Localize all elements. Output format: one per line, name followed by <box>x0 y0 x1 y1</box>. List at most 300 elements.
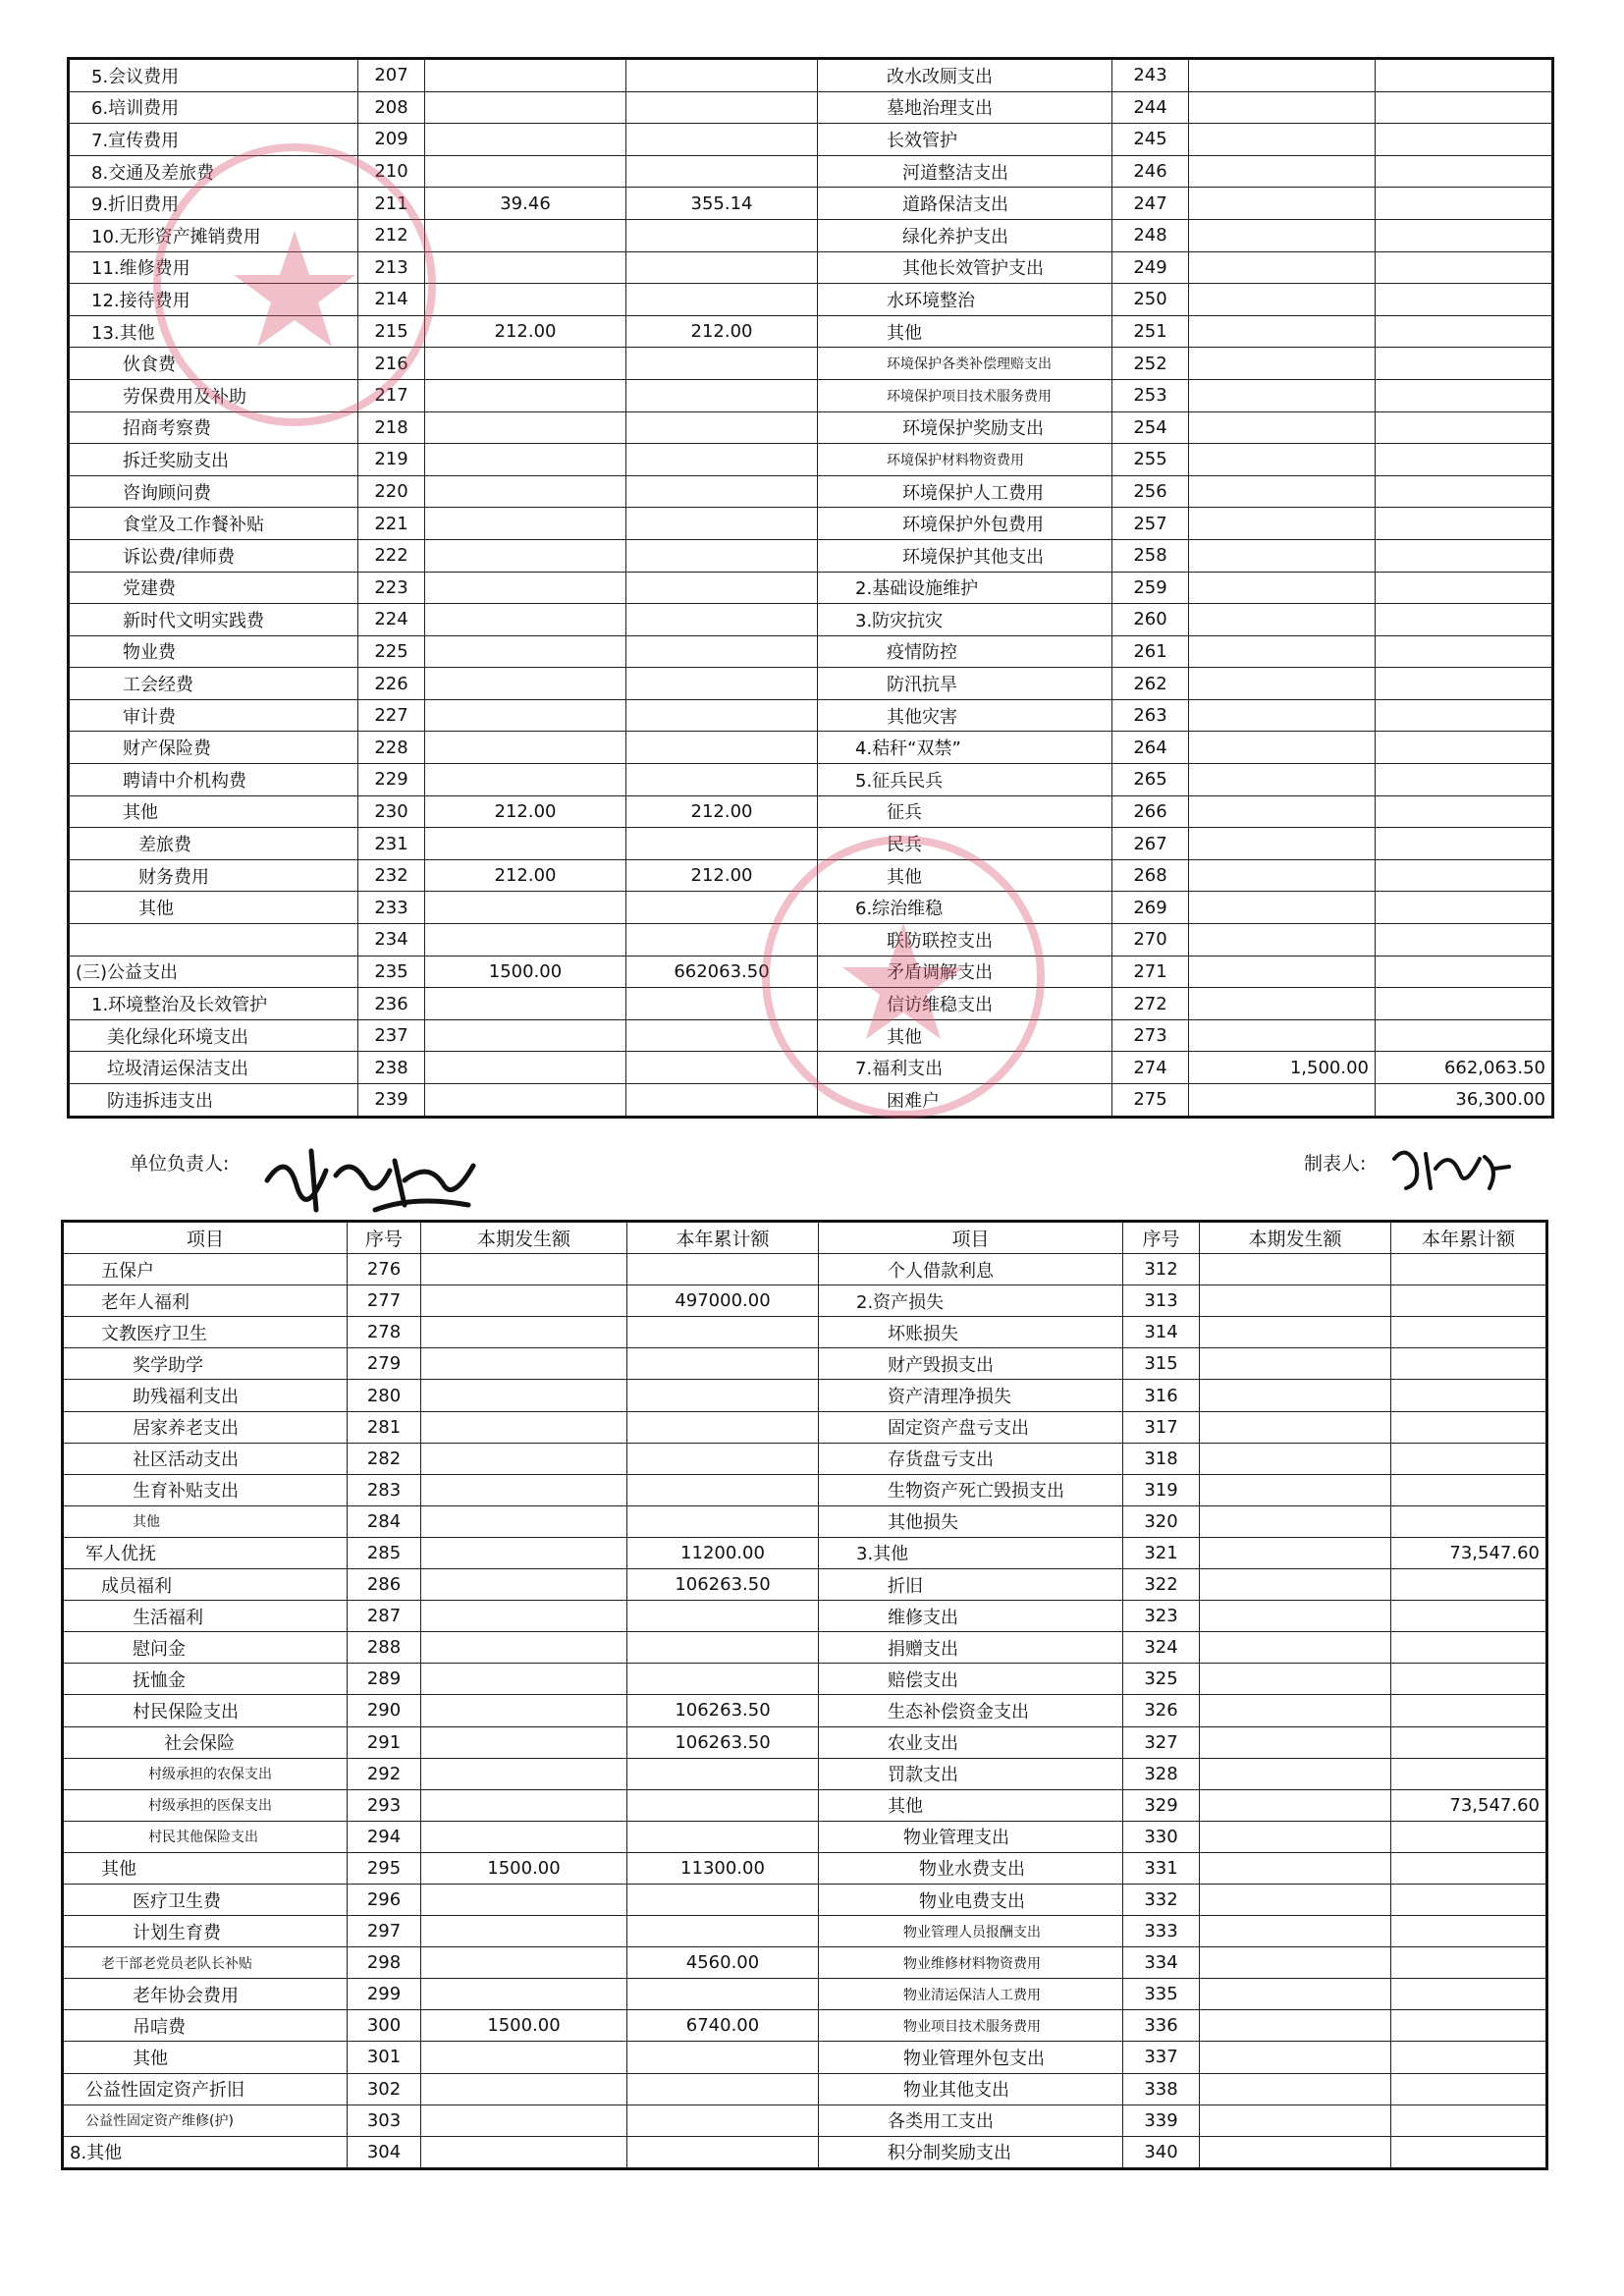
seq-cell: 275 <box>1112 1084 1189 1118</box>
seq-cell: 243 <box>1112 59 1189 92</box>
seq-cell: 324 <box>1123 1632 1200 1664</box>
seq-cell: 313 <box>1123 1285 1200 1317</box>
seq-cell: 287 <box>348 1601 421 1632</box>
item-cell: 物业管理外包支出 <box>819 2042 1123 2073</box>
item-cell: 聘请中介机构费 <box>69 764 358 796</box>
ytd-amount-cell <box>1391 1569 1547 1601</box>
header-seq: 序号 <box>1123 1222 1200 1254</box>
table-row <box>69 219 1553 251</box>
seq-cell: 244 <box>1112 91 1189 124</box>
current-amount-cell <box>1189 1019 1376 1052</box>
seq-cell: 237 <box>358 1019 425 1052</box>
ytd-amount-cell <box>1376 91 1553 124</box>
item-cell: 物业清运保洁人工费用 <box>819 1979 1123 2010</box>
seq-cell: 246 <box>1112 155 1189 188</box>
ytd-amount-cell: 11300.00 <box>627 1852 819 1884</box>
ytd-amount-cell <box>1391 1285 1547 1317</box>
current-amount-cell <box>425 444 626 476</box>
seq-cell: 253 <box>1112 379 1189 411</box>
current-amount-cell <box>1200 1569 1391 1601</box>
seq-cell: 274 <box>1112 1052 1189 1084</box>
table-row <box>63 1537 1547 1568</box>
current-amount-cell: 1500.00 <box>421 2010 627 2042</box>
item-cell: 食堂及工作餐补贴 <box>69 508 358 540</box>
current-amount-cell <box>425 732 626 764</box>
seq-cell: 289 <box>348 1664 421 1695</box>
current-amount-cell <box>1189 219 1376 251</box>
current-amount-cell <box>1189 508 1376 540</box>
item-cell: 其他灾害 <box>818 699 1112 732</box>
ytd-amount-cell <box>1376 1019 1553 1052</box>
ytd-amount-cell <box>626 124 818 156</box>
item-cell: 抚恤金 <box>63 1664 348 1695</box>
table-row <box>63 2136 1547 2168</box>
ytd-amount-cell <box>627 2042 819 2073</box>
table-row <box>63 2073 1547 2105</box>
ytd-amount-cell: 106263.50 <box>627 1726 819 1758</box>
item-cell: 其他 <box>69 795 358 828</box>
item-cell: 绿化养护支出 <box>818 219 1112 251</box>
current-amount-cell <box>1189 444 1376 476</box>
table-row <box>69 988 1553 1020</box>
current-amount-cell <box>425 572 626 604</box>
item-cell: 慰问金 <box>63 1632 348 1664</box>
ytd-amount-cell <box>627 1789 819 1821</box>
current-amount-cell <box>421 1695 627 1726</box>
seq-cell: 207 <box>358 59 425 92</box>
item-cell: 民兵 <box>818 828 1112 860</box>
item-cell: 社会保险 <box>63 1726 348 1758</box>
item-cell: 计划生育费 <box>63 1916 348 1947</box>
seq-cell: 213 <box>358 251 425 284</box>
item-cell: 联防联控支出 <box>818 924 1112 957</box>
seq-cell: 295 <box>348 1852 421 1884</box>
table-row <box>69 668 1553 700</box>
current-amount-cell <box>421 1443 627 1474</box>
seq-cell: 252 <box>1112 348 1189 380</box>
seq-cell: 278 <box>348 1317 421 1348</box>
current-amount-cell <box>1189 411 1376 444</box>
item-cell: 公益性固定资产折旧 <box>63 2073 348 2105</box>
ytd-amount-cell <box>1391 1443 1547 1474</box>
table-row <box>69 1019 1553 1052</box>
item-cell: 6.综治维稳 <box>818 892 1112 924</box>
ytd-amount-cell: 73,547.60 <box>1391 1537 1547 1568</box>
current-amount-cell <box>1200 1884 1391 1915</box>
table-row <box>63 2042 1547 2073</box>
ytd-amount-cell <box>1376 668 1553 700</box>
ytd-amount-cell <box>1391 1758 1547 1789</box>
item-cell: 存货盘亏支出 <box>819 1443 1123 1474</box>
item-cell: 生育补贴支出 <box>63 1474 348 1505</box>
current-amount-cell <box>1200 1821 1391 1852</box>
item-cell: 捐赠支出 <box>819 1632 1123 1664</box>
ytd-amount-cell <box>1376 124 1553 156</box>
seq-cell: 294 <box>348 1821 421 1852</box>
item-cell: 物业费 <box>69 635 358 668</box>
current-amount-cell <box>1189 539 1376 572</box>
current-amount-cell <box>1189 668 1376 700</box>
seq-cell: 210 <box>358 155 425 188</box>
table-row <box>69 124 1553 156</box>
ytd-amount-cell: 73,547.60 <box>1391 1789 1547 1821</box>
seq-cell: 254 <box>1112 411 1189 444</box>
current-amount-cell <box>1189 348 1376 380</box>
ytd-amount-cell: 212.00 <box>626 859 818 892</box>
ytd-amount-cell <box>627 1632 819 1664</box>
seq-cell: 228 <box>358 732 425 764</box>
item-cell: 生物资产死亡毁损支出 <box>819 1474 1123 1505</box>
current-amount-cell <box>1189 732 1376 764</box>
seq-cell: 302 <box>348 2073 421 2105</box>
current-amount-cell <box>1200 1317 1391 1348</box>
ytd-amount-cell <box>1376 956 1553 988</box>
current-amount-cell <box>1200 1537 1391 1568</box>
item-cell: 6.培训费用 <box>69 91 358 124</box>
current-amount-cell <box>1189 251 1376 284</box>
table-row <box>69 284 1553 316</box>
item-cell: 物业水费支出 <box>819 1852 1123 1884</box>
seq-cell: 282 <box>348 1443 421 1474</box>
item-cell: 环境保护各类补偿理赔支出 <box>818 348 1112 380</box>
item-cell: 其他 <box>818 1019 1112 1052</box>
item-cell: 村级承担的农保支出 <box>63 1758 348 1789</box>
item-cell <box>69 924 358 957</box>
seq-cell: 223 <box>358 572 425 604</box>
table-row <box>69 251 1553 284</box>
current-amount-cell <box>421 1947 627 1979</box>
ytd-amount-cell <box>1376 795 1553 828</box>
item-cell: 道路保洁支出 <box>818 188 1112 220</box>
ytd-amount-cell <box>1376 828 1553 860</box>
current-amount-cell <box>1189 859 1376 892</box>
ytd-amount-cell <box>1376 444 1553 476</box>
current-amount-cell <box>1189 699 1376 732</box>
current-amount-cell <box>1189 828 1376 860</box>
item-cell: 环境保护材料物资费用 <box>818 444 1112 476</box>
item-cell: 11.维修费用 <box>69 251 358 284</box>
item-cell: 水环境整治 <box>818 284 1112 316</box>
current-amount-cell <box>1200 2105 1391 2136</box>
seq-cell: 283 <box>348 1474 421 1505</box>
ytd-amount-cell <box>627 1821 819 1852</box>
expense-table-top <box>67 57 1554 1119</box>
seq-cell: 218 <box>358 411 425 444</box>
ytd-amount-cell <box>1376 988 1553 1020</box>
table-row <box>63 1601 1547 1632</box>
current-amount-cell <box>425 1084 626 1118</box>
current-amount-cell: 212.00 <box>425 859 626 892</box>
current-amount-cell <box>425 924 626 957</box>
item-cell: 赔偿支出 <box>819 1664 1123 1695</box>
current-amount-cell <box>421 1474 627 1505</box>
table-row <box>69 379 1553 411</box>
current-amount-cell <box>1200 1254 1391 1285</box>
table-row <box>63 1852 1547 1884</box>
ytd-amount-cell <box>626 91 818 124</box>
current-amount-cell <box>1200 1601 1391 1632</box>
ytd-amount-cell <box>1391 2073 1547 2105</box>
table-row <box>69 859 1553 892</box>
current-amount-cell <box>1189 988 1376 1020</box>
ytd-amount-cell <box>626 1084 818 1118</box>
seq-cell: 318 <box>1123 1443 1200 1474</box>
table-row <box>63 1443 1547 1474</box>
seq-cell: 336 <box>1123 2010 1200 2042</box>
table-row <box>63 1979 1547 2010</box>
item-cell: 8.其他 <box>63 2136 348 2168</box>
current-amount-cell <box>421 1411 627 1443</box>
seq-cell: 317 <box>1123 1411 1200 1443</box>
table-row <box>63 1317 1547 1348</box>
ytd-amount-cell <box>627 1411 819 1443</box>
seq-cell: 281 <box>348 1411 421 1443</box>
seq-cell: 233 <box>358 892 425 924</box>
seq-cell: 250 <box>1112 284 1189 316</box>
ytd-amount-cell <box>1376 764 1553 796</box>
ytd-amount-cell <box>626 475 818 508</box>
current-amount-cell: 39.46 <box>425 188 626 220</box>
current-amount-cell <box>421 1789 627 1821</box>
table-row <box>63 1285 1547 1317</box>
current-amount-cell: 212.00 <box>425 795 626 828</box>
ytd-amount-cell <box>1391 1632 1547 1664</box>
item-cell: 12.接待费用 <box>69 284 358 316</box>
item-cell: 财务费用 <box>69 859 358 892</box>
seq-cell: 225 <box>358 635 425 668</box>
current-amount-cell <box>1200 1632 1391 1664</box>
item-cell: 征兵 <box>818 795 1112 828</box>
seq-cell: 271 <box>1112 956 1189 988</box>
unit-head-label: 单位负责人: <box>130 1153 230 1175</box>
seq-cell: 214 <box>358 284 425 316</box>
current-amount-cell <box>421 1254 627 1285</box>
item-cell: 7.福利支出 <box>818 1052 1112 1084</box>
ytd-amount-cell: 355.14 <box>626 188 818 220</box>
item-cell: 矛盾调解支出 <box>818 956 1112 988</box>
ytd-amount-cell <box>1391 1884 1547 1915</box>
table-row <box>63 1916 1547 1947</box>
seq-cell: 234 <box>358 924 425 957</box>
seq-cell: 297 <box>348 1916 421 1947</box>
current-amount-cell <box>425 91 626 124</box>
item-cell: 墓地治理支出 <box>818 91 1112 124</box>
item-cell: (三)公益支出 <box>69 956 358 988</box>
current-amount-cell <box>1200 1285 1391 1317</box>
table-row <box>69 732 1553 764</box>
ytd-amount-cell <box>626 924 818 957</box>
table-row <box>69 348 1553 380</box>
seq-cell: 321 <box>1123 1537 1200 1568</box>
ytd-amount-cell: 6740.00 <box>627 2010 819 2042</box>
item-cell: 环境保护项目技术服务费用 <box>818 379 1112 411</box>
seq-cell: 329 <box>1123 1789 1200 1821</box>
table-row <box>69 188 1553 220</box>
ytd-amount-cell: 212.00 <box>626 795 818 828</box>
seq-cell: 229 <box>358 764 425 796</box>
current-amount-cell <box>421 1979 627 2010</box>
item-cell: 垃圾清运保洁支出 <box>69 1052 358 1084</box>
seq-cell: 235 <box>358 956 425 988</box>
seq-cell: 279 <box>348 1348 421 1380</box>
ytd-amount-cell <box>627 1474 819 1505</box>
ytd-amount-cell <box>626 828 818 860</box>
seq-cell: 334 <box>1123 1947 1200 1979</box>
table-row <box>63 1254 1547 1285</box>
current-amount-cell <box>1200 2136 1391 2168</box>
item-cell: 环境保护奖励支出 <box>818 411 1112 444</box>
table-row <box>63 1821 1547 1852</box>
current-amount-cell <box>1189 956 1376 988</box>
seq-cell: 337 <box>1123 2042 1200 2073</box>
current-amount-cell <box>1200 1947 1391 1979</box>
seq-cell: 267 <box>1112 828 1189 860</box>
current-amount-cell <box>421 2073 627 2105</box>
current-amount-cell <box>425 539 626 572</box>
ytd-amount-cell <box>627 1380 819 1411</box>
seq-cell: 231 <box>358 828 425 860</box>
item-cell: 五保户 <box>63 1254 348 1285</box>
item-cell: 其他 <box>819 1789 1123 1821</box>
seq-cell: 296 <box>348 1884 421 1915</box>
current-amount-cell <box>1200 1695 1391 1726</box>
table-row <box>63 1474 1547 1505</box>
current-amount-cell <box>425 219 626 251</box>
seq-cell: 212 <box>358 219 425 251</box>
seq-cell: 232 <box>358 859 425 892</box>
ytd-amount-cell <box>626 539 818 572</box>
current-amount-cell <box>1200 1443 1391 1474</box>
ytd-amount-cell <box>626 1019 818 1052</box>
ytd-amount-cell <box>1391 1947 1547 1979</box>
item-cell: 2.基础设施维护 <box>818 572 1112 604</box>
ytd-amount-cell <box>1391 1979 1547 2010</box>
ytd-amount-cell <box>1376 155 1553 188</box>
item-cell: 其他 <box>63 1505 348 1537</box>
ytd-amount-cell <box>1376 699 1553 732</box>
seq-cell: 280 <box>348 1380 421 1411</box>
table-row <box>63 1348 1547 1380</box>
seq-cell: 208 <box>358 91 425 124</box>
item-cell: 防汛抗旱 <box>818 668 1112 700</box>
current-amount-cell <box>1200 1348 1391 1380</box>
table-row <box>63 1947 1547 1979</box>
current-amount-cell <box>1200 2073 1391 2105</box>
table-row <box>69 59 1553 92</box>
ytd-amount-cell <box>1391 1726 1547 1758</box>
ytd-amount-cell <box>626 604 818 636</box>
current-amount-cell <box>1189 924 1376 957</box>
table-row <box>69 411 1553 444</box>
item-cell: 9.折旧费用 <box>69 188 358 220</box>
seq-cell: 255 <box>1112 444 1189 476</box>
current-amount-cell <box>1189 188 1376 220</box>
ytd-amount-cell <box>626 411 818 444</box>
current-amount-cell <box>1200 1979 1391 2010</box>
seq-cell: 335 <box>1123 1979 1200 2010</box>
current-amount-cell <box>425 155 626 188</box>
seq-cell: 322 <box>1123 1569 1200 1601</box>
seq-cell: 270 <box>1112 924 1189 957</box>
current-amount-cell <box>425 124 626 156</box>
seq-cell: 217 <box>358 379 425 411</box>
ytd-amount-cell <box>627 1348 819 1380</box>
current-amount-cell <box>1189 284 1376 316</box>
ytd-amount-cell <box>626 572 818 604</box>
seq-cell: 332 <box>1123 1884 1200 1915</box>
ytd-amount-cell <box>1391 2136 1547 2168</box>
seq-cell: 304 <box>348 2136 421 2168</box>
seq-cell: 245 <box>1112 124 1189 156</box>
header-item: 项目 <box>819 1222 1123 1254</box>
item-cell: 助残福利支出 <box>63 1380 348 1411</box>
seq-cell: 277 <box>348 1285 421 1317</box>
ytd-amount-cell <box>1376 188 1553 220</box>
current-amount-cell <box>1189 315 1376 348</box>
current-amount-cell <box>421 1821 627 1852</box>
ytd-amount-cell <box>1391 1821 1547 1852</box>
seq-cell: 230 <box>358 795 425 828</box>
item-cell: 3.防灾抗灾 <box>818 604 1112 636</box>
item-cell: 困难户 <box>818 1084 1112 1118</box>
item-cell: 农业支出 <box>819 1726 1123 1758</box>
ytd-amount-cell <box>1391 1695 1547 1726</box>
table-row <box>69 572 1553 604</box>
table-row <box>69 828 1553 860</box>
current-amount-cell: 1500.00 <box>421 1852 627 1884</box>
ytd-amount-cell <box>626 508 818 540</box>
item-cell: 奖学助学 <box>63 1348 348 1380</box>
ytd-amount-cell <box>627 1254 819 1285</box>
current-amount-cell <box>425 475 626 508</box>
item-cell: 审计费 <box>69 699 358 732</box>
item-cell: 维修支出 <box>819 1601 1123 1632</box>
seq-cell: 209 <box>358 124 425 156</box>
ytd-amount-cell <box>1376 572 1553 604</box>
current-amount-cell <box>1189 795 1376 828</box>
ytd-amount-cell <box>1376 732 1553 764</box>
ytd-amount-cell <box>627 1317 819 1348</box>
item-cell: 长效管护 <box>818 124 1112 156</box>
item-cell: 1.环境整治及长效管护 <box>69 988 358 1020</box>
seq-cell: 328 <box>1123 1758 1200 1789</box>
item-cell: 防违拆违支出 <box>69 1084 358 1118</box>
ytd-amount-cell <box>627 1884 819 1915</box>
ytd-amount-cell <box>1391 1664 1547 1695</box>
seq-cell: 338 <box>1123 2073 1200 2105</box>
seq-cell: 260 <box>1112 604 1189 636</box>
ytd-amount-cell: 36,300.00 <box>1376 1084 1553 1118</box>
current-amount-cell <box>425 828 626 860</box>
item-cell: 物业维修材料物资费用 <box>819 1947 1123 1979</box>
seq-cell: 238 <box>358 1052 425 1084</box>
current-amount-cell <box>425 668 626 700</box>
table-row <box>63 1569 1547 1601</box>
seq-cell: 320 <box>1123 1505 1200 1537</box>
seq-cell: 314 <box>1123 1317 1200 1348</box>
current-amount-cell <box>1200 1474 1391 1505</box>
ytd-amount-cell <box>1376 604 1553 636</box>
seq-cell: 319 <box>1123 1474 1200 1505</box>
seq-cell: 327 <box>1123 1726 1200 1758</box>
table-row <box>63 1695 1547 1726</box>
ytd-amount-cell <box>626 219 818 251</box>
current-amount-cell <box>425 379 626 411</box>
ytd-amount-cell <box>626 668 818 700</box>
item-cell: 美化绿化环境支出 <box>69 1019 358 1052</box>
table-header-row <box>63 1222 1547 1254</box>
preparer-label: 制表人: <box>1304 1153 1367 1175</box>
